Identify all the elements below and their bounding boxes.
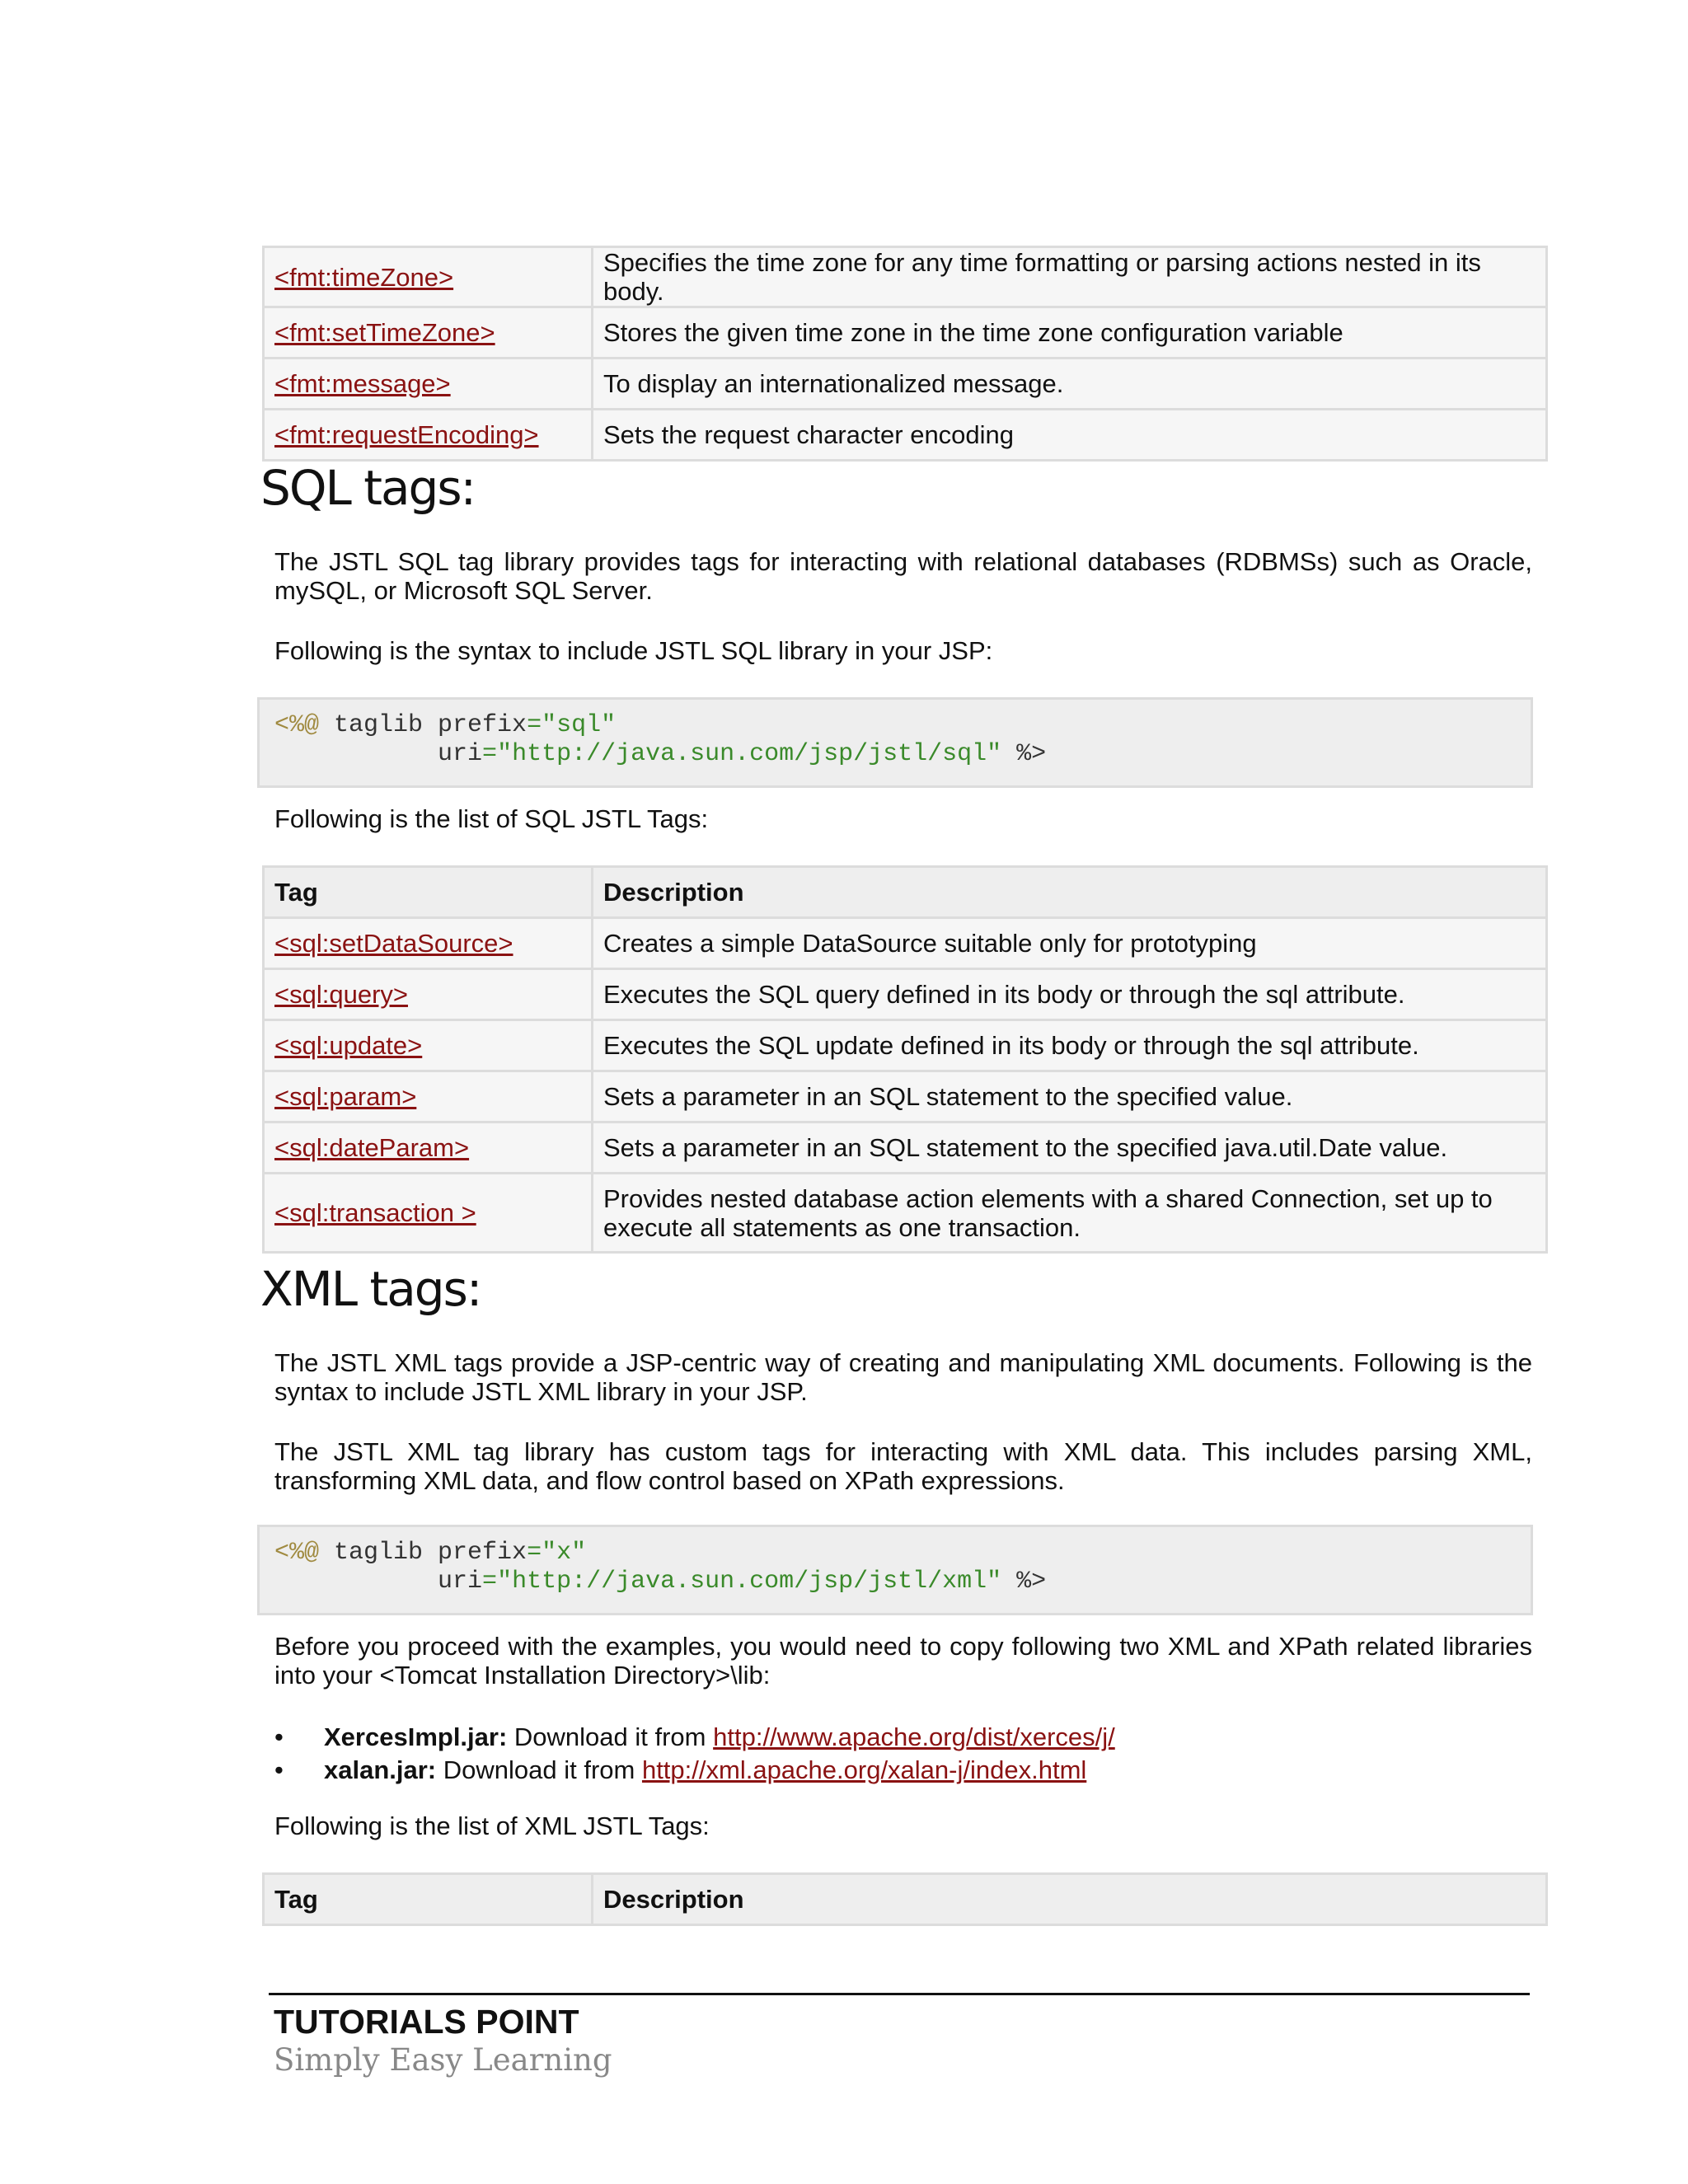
table-header-row bbox=[264, 867, 1547, 918]
table-row bbox=[264, 307, 1547, 359]
table-row bbox=[264, 1071, 1547, 1122]
xml-taglib-code-block: <%@ taglib prefix="x" uri="http://java.sun.com/jsp/jstl/xml" %> bbox=[257, 1525, 1533, 1615]
footer-brand: TUTORIALS POINT bbox=[274, 2003, 579, 2041]
tag-link[interactable]: <sql:setDataSource> bbox=[274, 929, 513, 958]
sql-taglib-code-block: <%@ taglib prefix="sql" uri="http://java.sun.com/jsp/jstl/sql" %> bbox=[257, 697, 1533, 788]
bullet-icon: • bbox=[274, 1722, 284, 1751]
lib-name: xalan.jar: bbox=[324, 1755, 437, 1784]
tag-description: Stores the given time zone in the time zone configuration variable bbox=[593, 307, 1547, 359]
table-row bbox=[264, 359, 1547, 410]
table-row bbox=[264, 410, 1547, 461]
xml-tags-table bbox=[262, 1872, 1548, 1926]
table-header-row bbox=[264, 1874, 1547, 1925]
xml-libs-intro: Before you proceed with the examples, you would need to copy following two XML and XPath related libraries into your <Tomcat Installation Directory>\lib: bbox=[274, 1632, 1532, 1690]
tag-link[interactable]: <sql:query> bbox=[274, 980, 408, 1009]
column-header-tag: Tag bbox=[264, 1874, 593, 1925]
tag-description: Sets a parameter in an SQL statement to the specified java.util.Date value. bbox=[593, 1122, 1547, 1174]
tag-link[interactable]: <sql:param> bbox=[274, 1082, 417, 1111]
sql-list-intro: Following is the list of SQL JSTL Tags: bbox=[274, 804, 709, 833]
tag-link[interactable]: <fmt:timeZone> bbox=[274, 262, 454, 292]
download-link[interactable]: http://www.apache.org/dist/xerces/j/ bbox=[713, 1722, 1115, 1751]
list-item: • xalan.jar: Download it from http://xml.apache.org/xalan-j/index.html bbox=[274, 1754, 1527, 1787]
bullet-icon: • bbox=[274, 1755, 284, 1784]
xml-list-intro: Following is the list of XML JSTL Tags: bbox=[274, 1811, 710, 1840]
list-item: • XercesImpl.jar: Download it from http://www.apache.org/dist/xerces/j/ bbox=[274, 1721, 1527, 1754]
tag-link[interactable]: <sql:transaction > bbox=[274, 1198, 476, 1227]
xml-intro-paragraph-2: The JSTL XML tag library has custom tags for interacting with XML data. This includes parsing XML, transforming XML data, and flow control based on XPath expressions. bbox=[274, 1437, 1532, 1495]
xml-libs-list bbox=[274, 1721, 1527, 1787]
tag-description: Sets a parameter in an SQL statement to the specified value. bbox=[593, 1071, 1547, 1122]
footer-divider bbox=[269, 1993, 1530, 1995]
tag-description: Executes the SQL update defined in its body or through the sql attribute. bbox=[593, 1020, 1547, 1071]
tag-description: Specifies the time zone for any time formatting or parsing actions nested in its body. bbox=[593, 247, 1547, 307]
sql-tags-table bbox=[262, 865, 1548, 1254]
tag-description: Creates a simple DataSource suitable only for prototyping bbox=[593, 918, 1547, 969]
table-row bbox=[264, 1122, 1547, 1174]
tag-link[interactable]: <fmt:message> bbox=[274, 369, 451, 398]
sql-intro-paragraph: The JSTL SQL tag library provides tags for interacting with relational databases (RDBMSs) such as Oracle, mySQL, or Microsoft SQL Server. bbox=[274, 547, 1532, 605]
footer-tagline: Simply Easy Learning bbox=[274, 2042, 612, 2078]
tag-description: Sets the request character encoding bbox=[593, 410, 1547, 461]
tag-link[interactable]: <sql:update> bbox=[274, 1031, 423, 1060]
column-header-description: Description bbox=[593, 867, 1547, 918]
table-row bbox=[264, 247, 1547, 307]
tag-description: Provides nested database action elements with a shared Connection, set up to execute all statements as one transaction. bbox=[593, 1174, 1547, 1253]
table-row bbox=[264, 969, 1547, 1020]
table-row bbox=[264, 918, 1547, 969]
xml-section-heading: XML tags: bbox=[260, 1261, 481, 1317]
column-header-tag: Tag bbox=[264, 867, 593, 918]
tag-description: Executes the SQL query defined in its body or through the sql attribute. bbox=[593, 969, 1547, 1020]
tag-link[interactable]: <fmt:requestEncoding> bbox=[274, 420, 539, 449]
tag-link[interactable]: <sql:dateParam> bbox=[274, 1133, 470, 1162]
tag-description: To display an internationalized message. bbox=[593, 359, 1547, 410]
fmt-tags-table bbox=[262, 246, 1548, 462]
download-link[interactable]: http://xml.apache.org/xalan-j/index.html bbox=[641, 1755, 1087, 1784]
table-row bbox=[264, 1020, 1547, 1071]
tag-link[interactable]: <fmt:setTimeZone> bbox=[274, 318, 495, 347]
sql-syntax-intro: Following is the syntax to include JSTL SQL library in your JSP: bbox=[274, 636, 993, 665]
column-header-description: Description bbox=[593, 1874, 1547, 1925]
table-row bbox=[264, 1174, 1547, 1253]
xml-intro-paragraph: The JSTL XML tags provide a JSP-centric way of creating and manipulating XML documents. Following is the syntax to include JSTL XML library in your JSP. bbox=[274, 1348, 1532, 1406]
sql-section-heading: SQL tags: bbox=[260, 460, 476, 516]
lib-name: XercesImpl.jar: bbox=[324, 1722, 508, 1751]
